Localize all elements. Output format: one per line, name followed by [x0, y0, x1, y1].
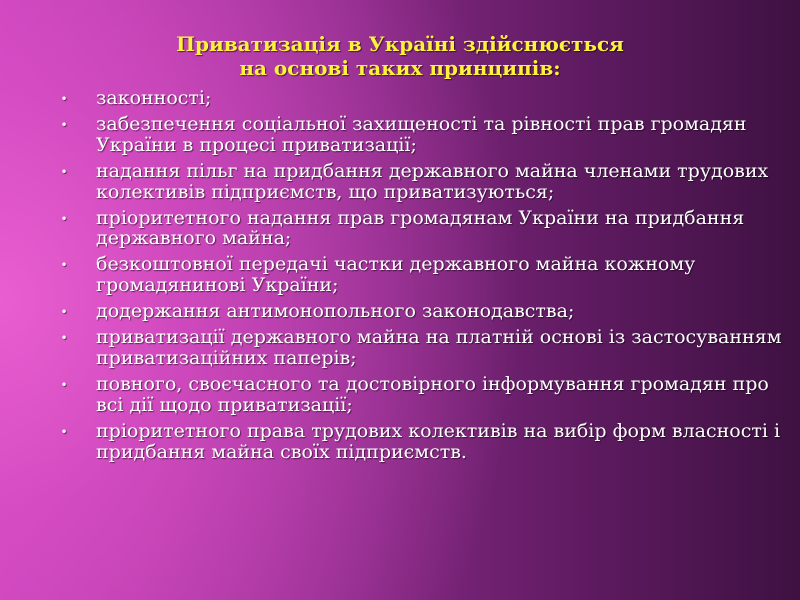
- list-item: [56, 421, 786, 463]
- slide-title: [0, 32, 800, 80]
- list-item-text: пріоритетного надання прав громадянам України на придбання державного майна;: [96, 206, 745, 250]
- bullet-icon: •: [60, 258, 68, 273]
- bullet-icon: •: [60, 331, 68, 346]
- bullet-icon: •: [60, 92, 68, 106]
- bullet-icon: •: [60, 424, 68, 439]
- list-item-text: повного, своєчасного та достовірного інформування громадян про всі дії щодо приватизації;: [96, 372, 769, 416]
- principles-list: [56, 88, 786, 468]
- slide-title-line-2: на основі таких принципів:: [239, 56, 561, 80]
- list-item-text: додержання антимонопольного законодавства;: [96, 300, 575, 323]
- list-item: [56, 88, 786, 109]
- list-item-text: забезпечення соціальної захищеності та рівності прав громадян України в процесі приватизації;: [96, 112, 747, 156]
- bullet-icon: •: [60, 305, 68, 320]
- list-item: [56, 161, 786, 203]
- list-item: [56, 301, 786, 322]
- list-item: [56, 254, 786, 296]
- list-item-text: пріоритетного права трудових колективів на вибір форм власності і придбання майна своїх підприємств.: [96, 419, 781, 463]
- list-item-text: законності;: [96, 87, 212, 109]
- list-item-text: безкоштовної передачі частки державного майна кожному громадянинові України;: [96, 253, 696, 297]
- list-item: [56, 208, 786, 250]
- list-item: [56, 114, 786, 156]
- bullet-icon: •: [60, 117, 68, 132]
- list-item-text: приватизації державного майна на платній основі із застосуванням приватизаційних паперів;: [96, 326, 782, 369]
- bullet-icon: •: [60, 164, 68, 179]
- slide-title-line-1: Приватизація в Україні здійснюється: [176, 32, 624, 56]
- list-item-text: надання пільг на придбання державного майна членами трудових колективів підприємств, що приватизуються;: [96, 159, 769, 203]
- list-item: [56, 374, 786, 416]
- list-item: [56, 327, 786, 369]
- bullet-icon: •: [60, 211, 68, 226]
- bullet-icon: •: [60, 377, 68, 392]
